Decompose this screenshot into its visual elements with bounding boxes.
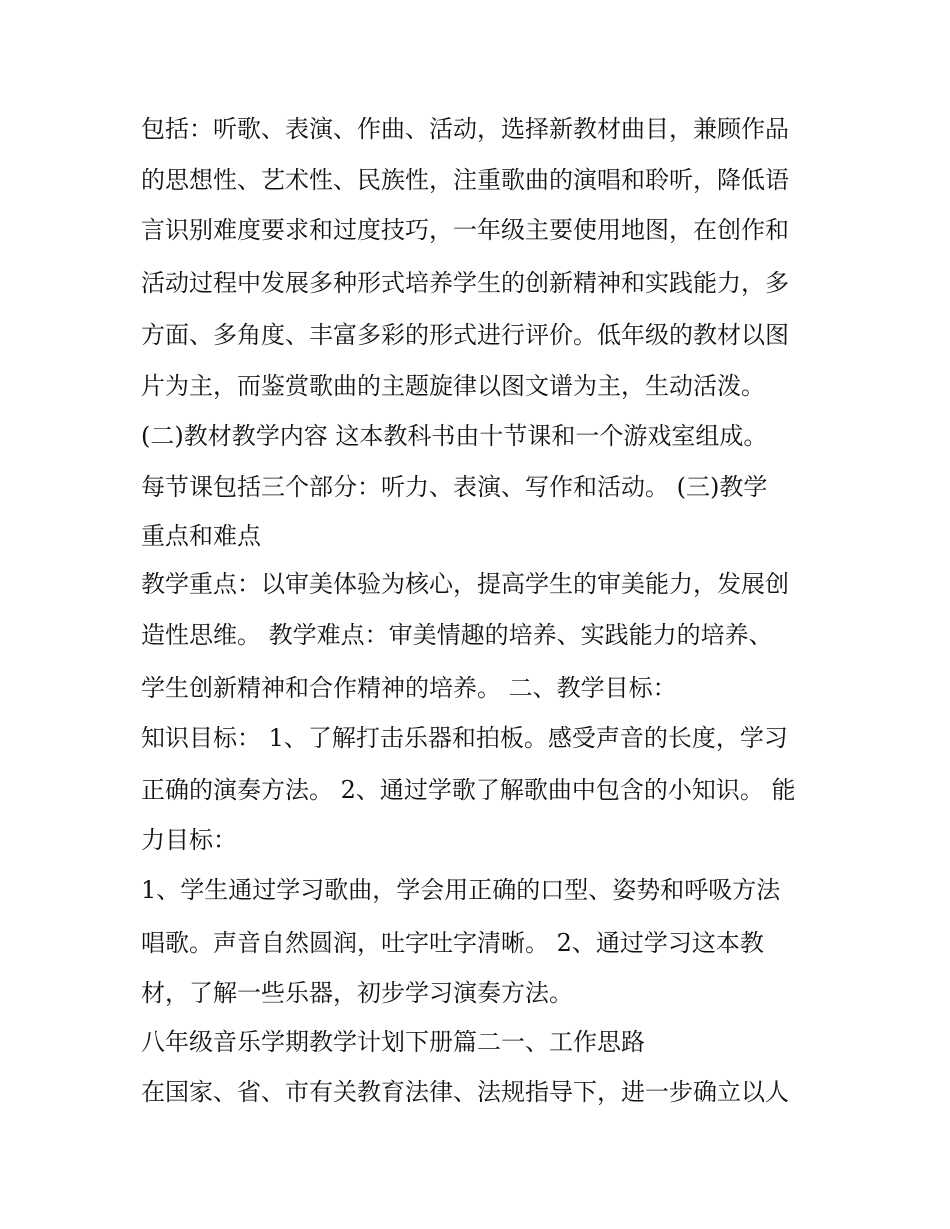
text-line: 每节课包括三个部分：听力、表演、写作和活动。 (三)教学 bbox=[141, 473, 768, 501]
text-line: 方面、多角度、丰富多彩的形式进行评价。低年级的教材以图 bbox=[141, 321, 789, 349]
text-line: 正确的演奏方法。 2、通过学歌了解歌曲中包含的小知识。 能 bbox=[141, 776, 796, 804]
text-line: 学生创新精神和合作精神的培养。 二、教学目标： bbox=[141, 674, 677, 702]
text-line: 材，了解一些乐器，初步学习演奏方法。 bbox=[141, 979, 573, 1007]
text-line: 在国家、省、市有关教育法律、法规指导下，进一步确立以人 bbox=[141, 1078, 789, 1106]
text-line: 教学重点：以审美体验为核心，提高学生的审美能力，发展创 bbox=[141, 570, 789, 598]
text-line: 言识别难度要求和过度技巧，一年级主要使用地图，在创作和 bbox=[141, 216, 789, 244]
text-line: 1、学生通过学习歌曲，学会用正确的口型、姿势和呼吸方法 bbox=[141, 876, 781, 904]
text-line: 活动过程中发展多种形式培养学生的创新精神和实践能力，多 bbox=[141, 269, 789, 297]
text-line: 知识目标： 1、了解打击乐器和拍板。感受声音的长度，学习 bbox=[141, 724, 788, 752]
text-line: 唱歌。声音自然圆润，吐字吐字清晰。 2、通过学习这本教 bbox=[141, 929, 764, 957]
text-line: 造性思维。 教学难点：审美情趣的培养、实践能力的培养、 bbox=[141, 621, 773, 649]
text-line: (二)教材教学内容 这本教科书由十节课和一个游戏室组成。 bbox=[141, 422, 768, 450]
text-line: 重点和难点 bbox=[141, 522, 261, 550]
text-line: 八年级音乐学期教学计划下册篇二一、工作思路 bbox=[141, 1028, 645, 1056]
text-line: 片为主，而鉴赏歌曲的主题旋律以图文谱为主，生动活泼。 bbox=[141, 372, 765, 400]
text-line: 的思想性、艺术性、民族性，注重歌曲的演唱和聆听，降低语 bbox=[141, 166, 789, 194]
text-line: 包括：听歌、表演、作曲、活动，选择新教材曲目，兼顾作品 bbox=[141, 115, 789, 143]
text-line: 力目标： bbox=[141, 826, 237, 854]
